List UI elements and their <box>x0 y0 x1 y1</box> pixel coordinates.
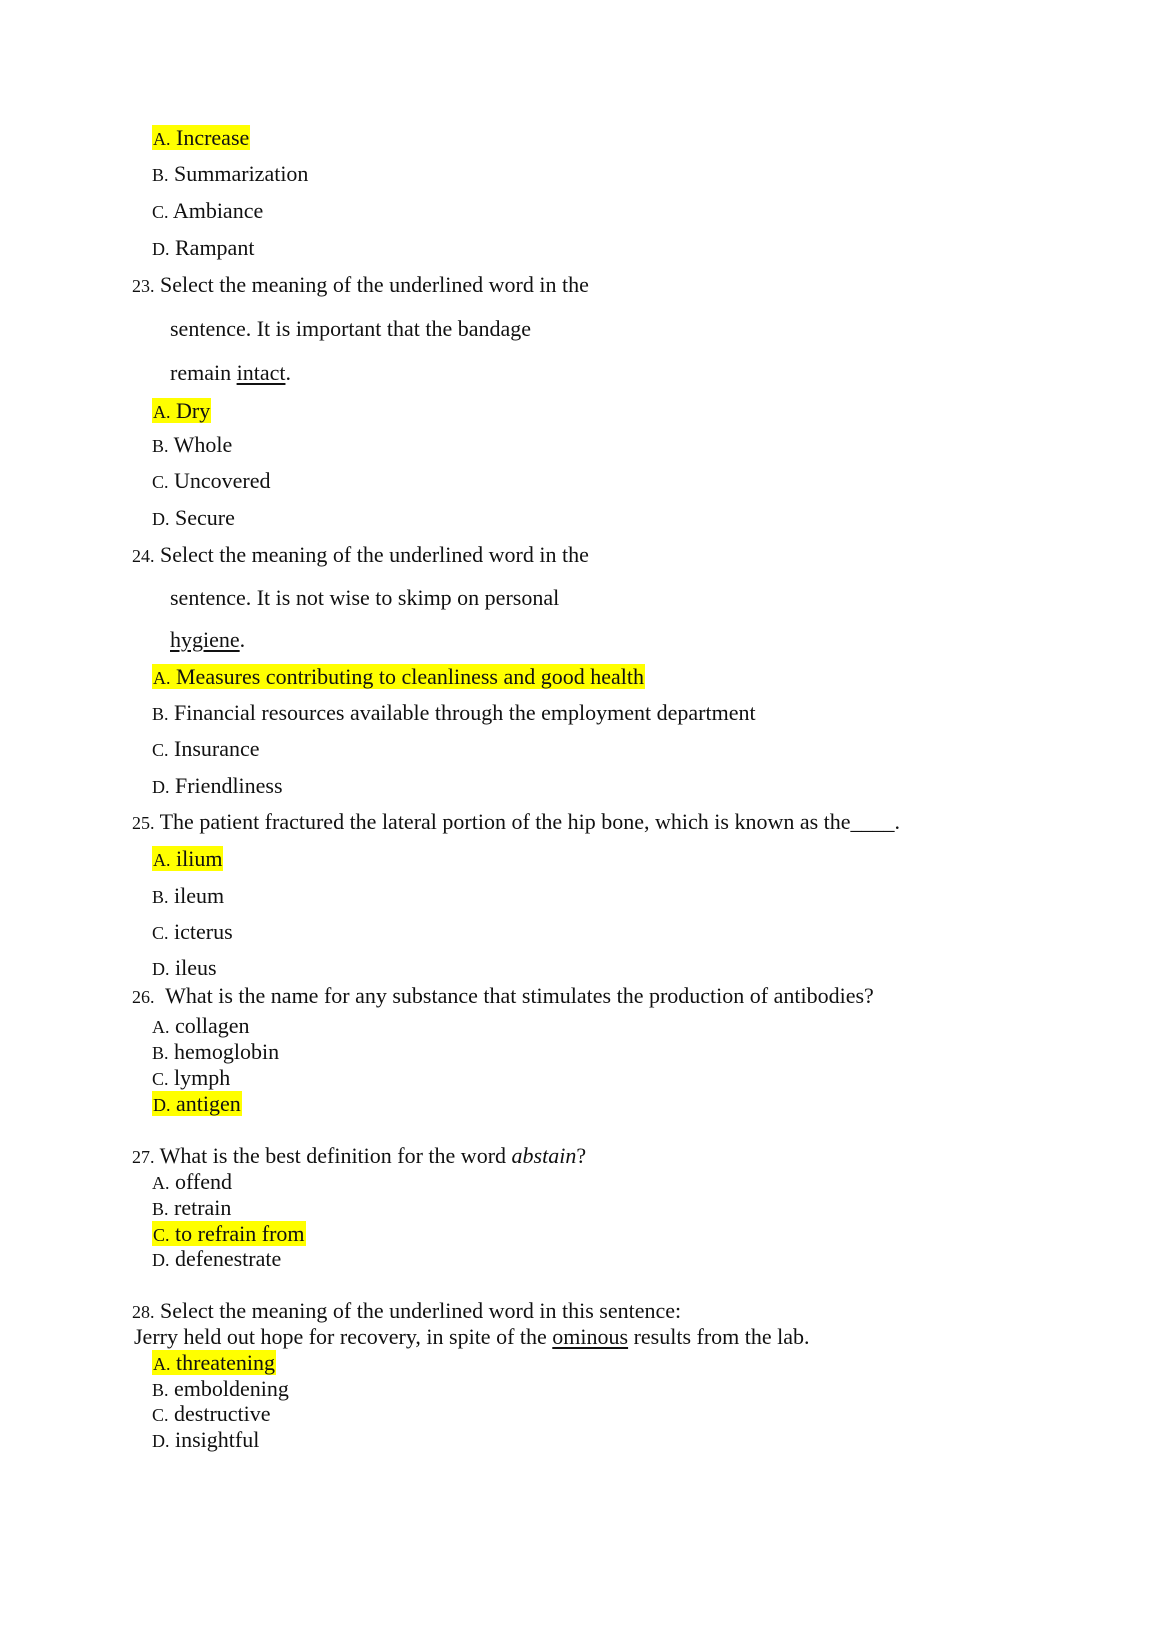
q23-question-line1: 23. Select the meaning of the underlined word in the <box>132 272 589 297</box>
q27-option-d: D. defenestrate <box>152 1246 282 1271</box>
q26-option-b: B. hemoglobin <box>152 1039 280 1064</box>
q28-option-a: A. threatening <box>153 1350 275 1375</box>
q23-question-line3: remain intact. <box>170 360 291 385</box>
q23-option-b: B. Whole <box>152 432 233 457</box>
q25-option-c: C. icterus <box>152 919 233 944</box>
q24-option-a: A. Measures contributing to cleanliness and good health <box>153 664 644 689</box>
q22-option-b: B. Summarization <box>152 161 309 186</box>
q28-option-c: C. destructive <box>152 1401 271 1426</box>
q27-option-c: C. to refrain from <box>153 1221 305 1246</box>
q27-option-a: A. offend <box>152 1169 233 1194</box>
q25-question: 25. The patient fractured the lateral portion of the hip bone, which is known as the____. <box>132 809 901 834</box>
q24-option-d: D. Friendliness <box>152 773 283 798</box>
q23-question-line2: sentence. It is important that the bandage <box>170 316 532 341</box>
q23-option-c: C. Uncovered <box>152 468 271 493</box>
q23-option-a: A. Dry <box>153 398 211 423</box>
q26-option-c: C. lymph <box>152 1065 231 1090</box>
underlined-word: intact <box>236 360 286 385</box>
q25-option-a: A. ilium <box>153 846 223 871</box>
q23-option-d: D. Secure <box>152 505 235 530</box>
q28-question-line2: Jerry held out hope for recovery, in spite of the ominous results from the lab. <box>134 1324 810 1349</box>
italic-word: abstain <box>511 1143 577 1168</box>
q28-question-line1: 28. Select the meaning of the underlined word in this sentence: <box>132 1298 682 1323</box>
q24-question-line3: hygiene. <box>170 627 246 652</box>
q26-option-d: D. antigen <box>153 1091 241 1116</box>
underlined-word: ominous <box>552 1324 629 1349</box>
underlined-word: hygiene <box>170 627 240 652</box>
q27-question: 27. What is the best definition for the word abstain? <box>132 1143 587 1168</box>
q27-option-b: B. retrain <box>152 1195 232 1220</box>
q22-option-a: A. Increase <box>153 125 250 150</box>
q24-question-line2: sentence. It is not wise to skimp on personal <box>170 585 560 610</box>
q24-question-line1: 24. Select the meaning of the underlined word in the <box>132 542 589 567</box>
q28-option-d: D. insightful <box>152 1427 260 1452</box>
q28-option-b: B. emboldening <box>152 1376 289 1401</box>
q22-option-c: C. Ambiance <box>152 198 264 223</box>
q25-option-d: D. ileus <box>152 955 217 980</box>
q24-option-c: C. Insurance <box>152 736 260 761</box>
q22-option-d: D. Rampant <box>152 235 255 260</box>
q24-option-b: B. Financial resources available through the employment department <box>152 700 756 725</box>
q26-question: 26. What is the name for any substance that stimulates the production of antibodies? <box>132 983 874 1008</box>
q26-option-a: A. collagen <box>152 1013 250 1038</box>
q25-option-b: B. ileum <box>152 883 225 908</box>
